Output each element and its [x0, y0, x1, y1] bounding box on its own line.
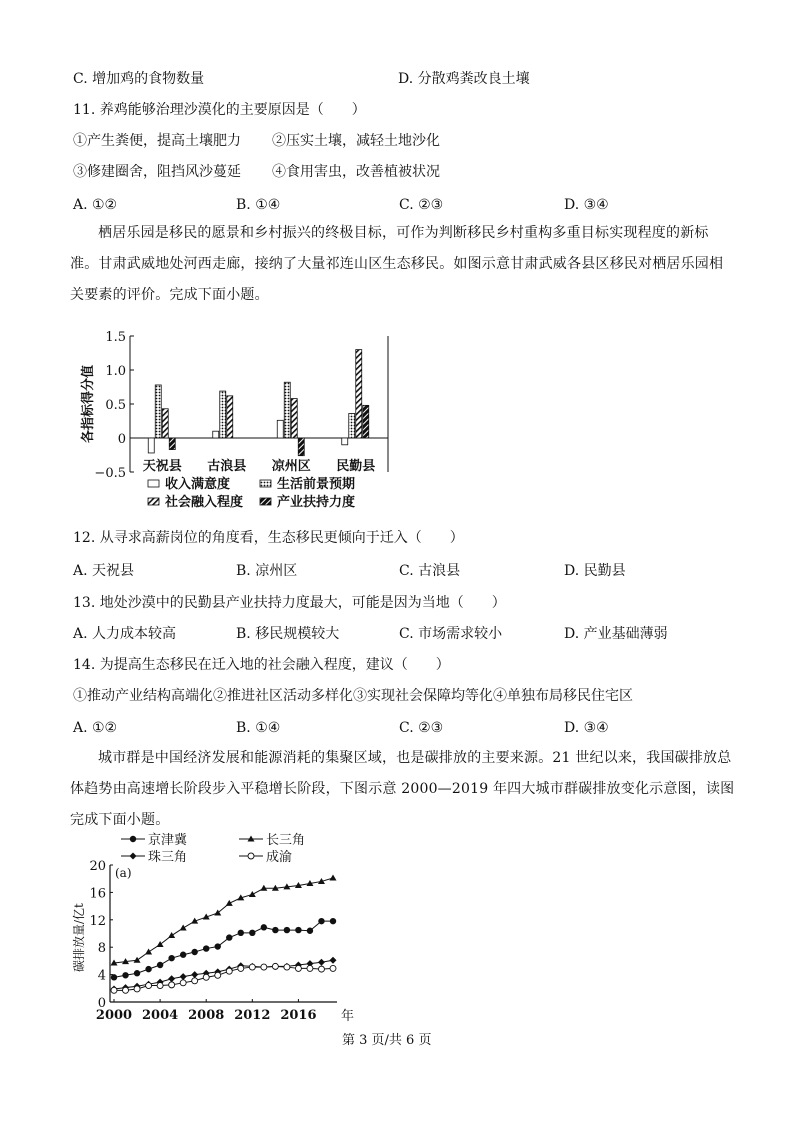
marker-珠三角: [130, 853, 137, 860]
marker-京津冀: [145, 966, 151, 972]
q10-option-c: C. 增加鸡的食物数量: [73, 71, 205, 87]
bar-收入满意度: [277, 420, 283, 438]
y-tick-label: 20: [89, 859, 106, 874]
y-tick-label: 0: [117, 432, 126, 447]
q12-option-d: D. 民勤县: [564, 563, 626, 579]
category-label: 天祝县: [142, 459, 182, 474]
y-tick-label: 1.0: [105, 364, 126, 379]
marker-京津冀: [157, 962, 163, 968]
q13-option-b: B. 移民规模较大: [236, 626, 340, 642]
marker-京津冀: [168, 955, 174, 961]
y-axis-label: 各指标得分值: [81, 364, 96, 444]
marker-长三角: [157, 941, 164, 947]
legend-label: 产业扶持力度: [277, 495, 356, 510]
bar-社会融入程度: [356, 350, 362, 438]
legend-label: 长三角: [266, 833, 306, 848]
line-chart: [72, 832, 375, 1027]
marker-成渝: [226, 968, 232, 974]
marker-京津冀: [318, 918, 324, 924]
q14-items: ①推动产业结构高端化②推进社区活动多样化③实现社会保障均等化④单独布局移民住宅区: [73, 688, 633, 704]
bar-生活前景预期: [349, 414, 355, 438]
q11-item-1: ①产生粪便，提高土壤肥力: [73, 133, 241, 149]
bar-社会融入程度: [162, 409, 168, 438]
bar-生活前景预期: [155, 385, 161, 438]
marker-京津冀: [307, 928, 313, 934]
marker-长三角: [260, 885, 267, 891]
marker-成渝: [238, 965, 244, 971]
marker-成渝: [318, 966, 324, 972]
marker-京津冀: [215, 943, 221, 949]
marker-成渝: [123, 987, 129, 993]
marker-京津冀: [134, 970, 140, 976]
marker-珠三角: [330, 957, 337, 964]
legend-swatch: [260, 480, 271, 487]
marker-成渝: [248, 853, 254, 859]
marker-京津冀: [295, 927, 301, 933]
marker-成渝: [180, 980, 186, 986]
x-tick-label: 2012: [234, 1008, 271, 1023]
panel-label: (a): [115, 866, 132, 880]
marker-成渝: [146, 983, 152, 989]
marker-成渝: [261, 964, 267, 970]
marker-京津冀: [238, 930, 244, 936]
marker-长三角: [330, 875, 337, 881]
q12-stem: 12. 从寻求高薪岗位的角度看，生态移民更倾向于迁入（ ）: [73, 530, 464, 546]
bar-收入满意度: [342, 438, 348, 445]
bar-产业扶持力度: [363, 405, 369, 438]
legend-label: 成渝: [266, 850, 293, 865]
legend-swatch: [148, 480, 159, 487]
marker-长三角: [249, 891, 256, 897]
page-footer: 第 3 页/共 6 页: [342, 1033, 432, 1048]
marker-成渝: [249, 964, 255, 970]
q13-option-d: D. 产业基础薄弱: [564, 626, 668, 642]
legend-swatch: [260, 498, 271, 505]
y-tick-label: 1.5: [105, 330, 126, 345]
q11-item-3: ③修建圈舍，阻挡风沙蔓延: [73, 164, 241, 180]
marker-京津冀: [226, 934, 232, 940]
marker-成渝: [134, 986, 140, 992]
y-tick-label: −0.5: [94, 466, 126, 481]
q11-item-2: ②压实土壤，减轻土地沙化: [272, 133, 440, 149]
passage-2: 城市群是中国经济发展和能源消耗的集聚区域，也是碳排放的主要来源。21 世纪以来，我国碳排放总体趋势由高速增长阶段步入平稳增长阶段，下图示意 2000—2019 年四大城市群碳排放变化示意图，读图完成下面小题。: [70, 750, 735, 828]
marker-京津冀: [249, 930, 255, 936]
x-axis-label: 年: [341, 1009, 355, 1024]
marker-珠三角: [168, 975, 175, 982]
marker-成渝: [111, 987, 117, 993]
marker-成渝: [284, 964, 290, 970]
marker-京津冀: [203, 945, 209, 951]
marker-京津冀: [180, 952, 186, 958]
marker-长三角: [134, 957, 141, 963]
marker-京津冀: [330, 918, 336, 924]
marker-珠三角: [191, 971, 198, 978]
x-tick-label: 2016: [280, 1008, 317, 1023]
legend-label: 社会融入程度: [165, 495, 244, 510]
bar-chart: [80, 322, 400, 522]
bar-产业扶持力度: [298, 438, 304, 456]
q10-option-d: D. 分散鸡粪改良土壤: [398, 71, 530, 87]
legend-label: 珠三角: [148, 850, 188, 865]
q13-option-c: C. 市场需求较小: [399, 626, 503, 642]
category-label: 民勤县: [336, 459, 376, 474]
q11-stem: 11. 养鸡能够治理沙漠化的主要原因是（ ）: [73, 102, 366, 118]
y-tick-label: 12: [89, 913, 106, 929]
q13-option-a: A. 人力成本较高: [73, 626, 177, 642]
marker-京津冀: [272, 927, 278, 933]
marker-成渝: [215, 972, 221, 978]
legend-label: 收入满意度: [165, 477, 231, 492]
bar-社会融入程度: [291, 399, 297, 438]
q11-option-d: D. ③④: [564, 197, 609, 213]
marker-成渝: [157, 983, 163, 989]
marker-珠三角: [180, 973, 187, 980]
marker-长三角: [168, 932, 175, 938]
x-tick-label: 2000: [95, 1008, 133, 1023]
q12-option-a: A. 天祝县: [73, 563, 135, 579]
marker-成渝: [203, 974, 209, 980]
x-tick-label: 2004: [142, 1008, 179, 1023]
marker-成渝: [295, 965, 301, 971]
q14-option-d: D. ③④: [564, 720, 609, 736]
marker-成渝: [330, 965, 336, 971]
marker-京津冀: [122, 972, 128, 978]
q12-option-c: C. 古浪县: [399, 563, 461, 579]
marker-成渝: [307, 965, 313, 971]
legend-label: 生活前景预期: [277, 477, 356, 492]
marker-成渝: [169, 982, 175, 988]
marker-京津冀: [130, 836, 136, 842]
bar-生活前景预期: [220, 391, 226, 438]
q14-stem: 14. 为提高生态移民在迁入地的社会融入程度，建议（ ）: [73, 657, 450, 673]
bar-社会融入程度: [227, 396, 233, 438]
marker-京津冀: [261, 924, 267, 930]
y-tick-label: 16: [89, 886, 106, 902]
marker-珠三角: [318, 959, 325, 966]
series-line-长三角: [114, 878, 333, 963]
q14-option-b: B. ①④: [236, 720, 281, 736]
q14-option-a: A. ①②: [73, 720, 118, 736]
q11-option-b: B. ①④: [236, 197, 281, 213]
marker-成渝: [272, 963, 278, 969]
legend-label: 京津冀: [148, 833, 188, 848]
bar-产业扶持力度: [169, 438, 175, 450]
q14-option-c: C. ②③: [399, 720, 444, 736]
marker-京津冀: [284, 927, 290, 933]
y-tick-label: 0: [97, 996, 106, 1011]
category-label: 凉州区: [271, 459, 311, 474]
bar-生活前景预期: [284, 382, 290, 438]
marker-京津冀: [191, 949, 197, 955]
y-tick-label: 8: [97, 941, 106, 957]
bar-收入满意度: [148, 438, 154, 453]
marker-长三角: [180, 925, 187, 931]
legend-swatch: [148, 498, 159, 505]
marker-京津冀: [111, 974, 117, 980]
y-tick-label: 0.5: [105, 398, 126, 413]
category-label: 古浪县: [207, 459, 247, 474]
marker-长三角: [226, 900, 233, 906]
passage-1: 栖居乐园是移民的愿景和乡村振兴的终极目标，可作为判断移民乡村重构多重目标实现程度的新标准。甘肃武威地处河西走廊，接纳了大量祁连山区生态移民。如图示意甘肃武威各县区移民对栖居乐园相关要素的评价。完成下面小题。: [70, 225, 724, 303]
q11-option-c: C. ②③: [399, 197, 444, 213]
x-tick-label: 2008: [188, 1008, 225, 1023]
q13-stem: 13. 地处沙漠中的民勤县产业扶持力度最大，可能是因为当地（ ）: [73, 595, 506, 611]
marker-长三角: [145, 948, 152, 954]
bar-收入满意度: [213, 431, 219, 438]
y-axis-label: 碳排放量/亿t: [72, 903, 86, 972]
y-tick-label: 4: [97, 968, 106, 984]
q12-option-b: B. 凉州区: [236, 563, 298, 579]
q11-item-4: ④食用害虫，改善植被状况: [272, 164, 440, 180]
q11-option-a: A. ①②: [73, 197, 118, 213]
marker-成渝: [192, 978, 198, 984]
